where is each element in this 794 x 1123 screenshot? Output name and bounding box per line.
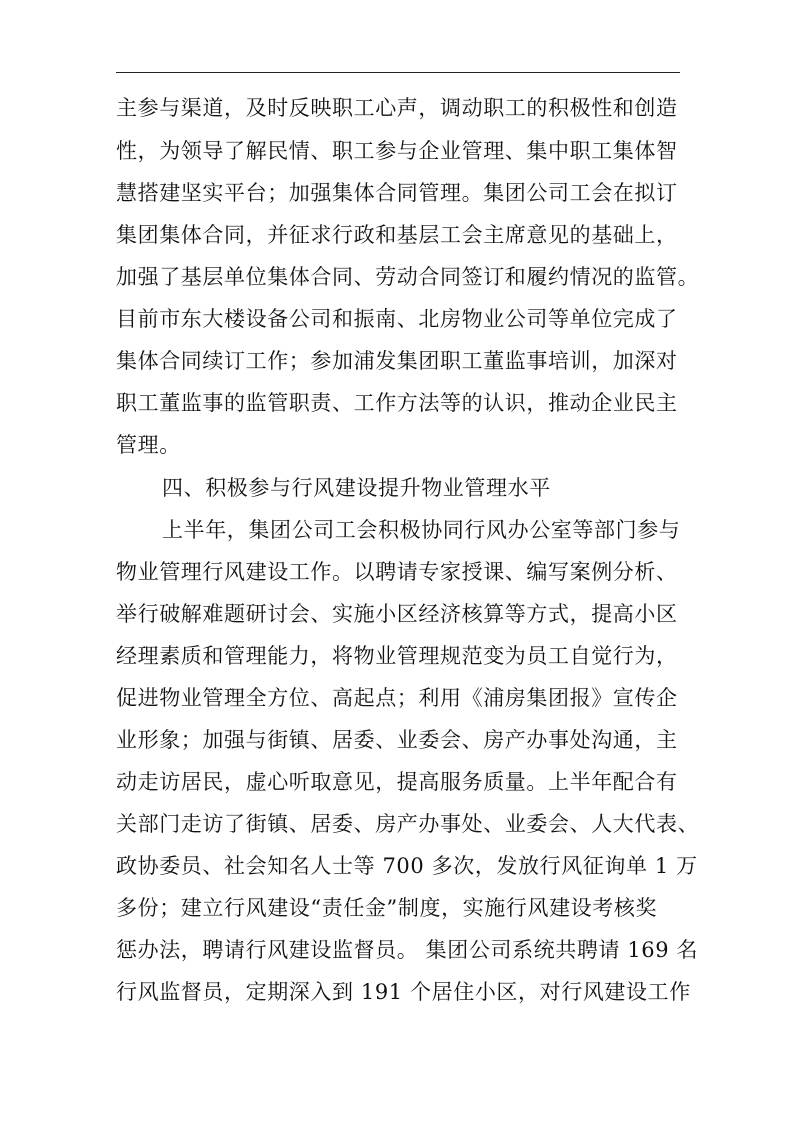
- paragraph-line: 关部门走访了街镇、居委、房产办事处、业委会、人大代表、: [116, 812, 700, 836]
- section-heading: 四、积极参与行风建设提升物业管理水平: [162, 476, 551, 500]
- paragraph-line: 惩办法，聘请行风建设监督员。 集团公司系统共聘请 169 名: [116, 938, 699, 962]
- paragraph-line: 物业管理行风建设工作。以聘请专家授课、编写案例分析、: [116, 560, 678, 584]
- paragraph-line: 政协委员、社会知名人士等 700 多次，发放行风征询单 1 万: [116, 854, 698, 878]
- paragraph-line: 目前市东大楼设备公司和振南、北房物业公司等单位完成了: [116, 307, 678, 331]
- paragraph-line: 动走访居民，虚心听取意见，提高服务质量。上半年配合有: [116, 770, 678, 794]
- paragraph-line: 业形象；加强与街镇、居委、业委会、房产办事处沟通，主: [116, 728, 678, 752]
- header-rule: [116, 72, 680, 73]
- paragraph-line: 举行破解难题研讨会、实施小区经济核算等方式，提高小区: [116, 602, 678, 626]
- paragraph-line: 多份；建立行风建设“责任金”制度，实施行风建设考核奖: [116, 896, 658, 920]
- paragraph-line: 主参与渠道，及时反映职工心声，调动职工的积极性和创造: [116, 96, 678, 120]
- paragraph-line: 管理。: [116, 433, 181, 457]
- paragraph-line: 职工董监事的监管职责、工作方法等的认识，推动企业民主: [116, 391, 678, 415]
- paragraph-line: 行风监督员，定期深入到 191 个居住小区，对行风建设工作: [116, 980, 691, 1004]
- paragraph-line: 经理素质和管理能力，将物业管理规范变为员工自觉行为，: [116, 644, 678, 668]
- paragraph-line: 集体合同续订工作；参加浦发集团职工董监事培训，加深对: [116, 349, 678, 373]
- paragraph-line: 性，为领导了解民情、职工参与企业管理、集中职工集体智: [116, 139, 678, 163]
- paragraph-line: 集团集体合同，并征求行政和基层工会主席意见的基础上，: [116, 223, 678, 247]
- paragraph-line: 促进物业管理全方位、高起点；利用《浦房集团报》宣传企: [116, 686, 678, 710]
- paragraph-line: 加强了基层单位集体合同、劳动合同签订和履约情况的监管。: [116, 265, 700, 289]
- paragraph-line: 慧搭建坚实平台；加强集体合同管理。集团公司工会在拟订: [116, 181, 678, 205]
- paragraph-line: 上半年，集团公司工会积极协同行风办公室等部门参与: [162, 518, 681, 542]
